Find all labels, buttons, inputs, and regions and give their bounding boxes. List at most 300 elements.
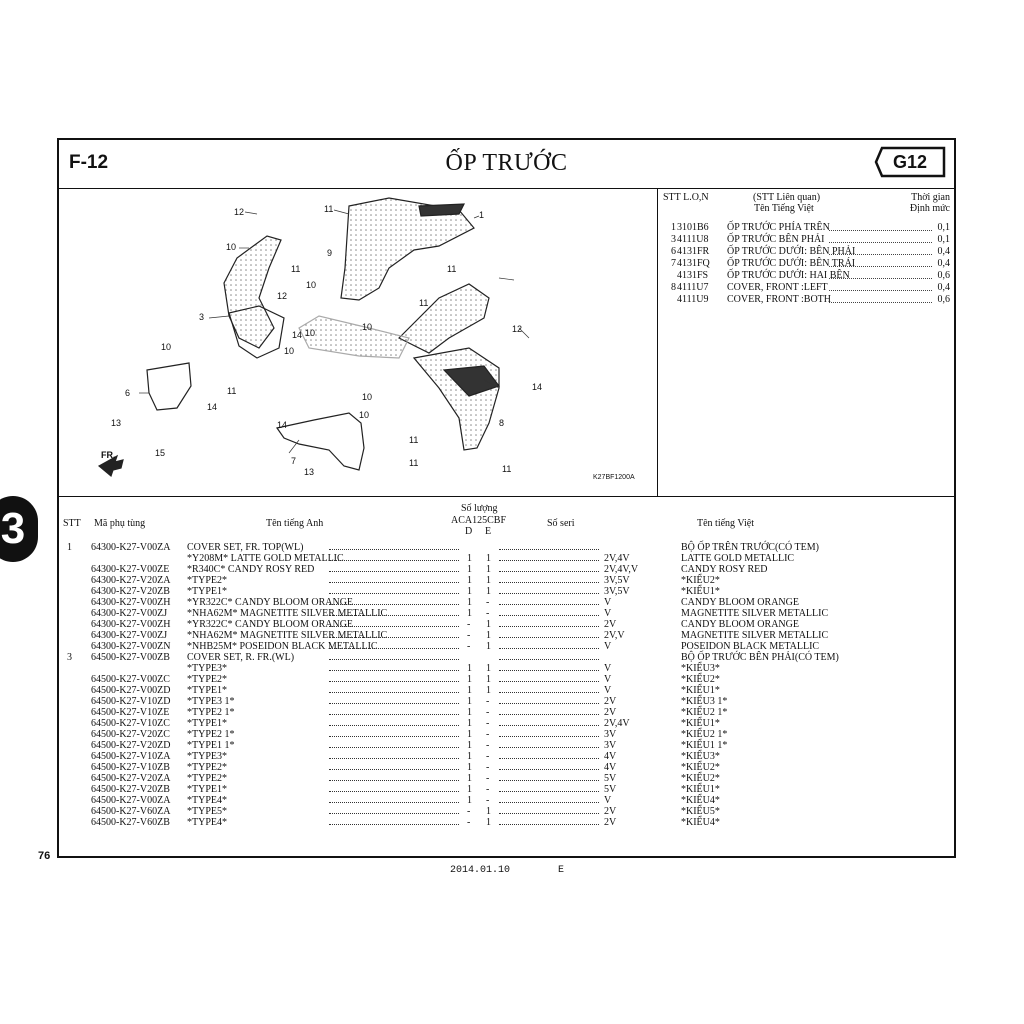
callout: 10 [306,280,317,290]
row-part-number: 64300-K27-V00ZA [91,542,171,553]
row-english-name: *NHA62M* MAGNETITE SILVER METALLIC [187,630,388,641]
col-english-name: Tên tiếng Anh [266,518,324,529]
section-tab: 3 [0,496,38,562]
side-header-stt: STT L.O,N [663,192,709,203]
leader-dots [329,758,459,759]
row-qty-d: 1 [467,564,472,575]
callout: 10 [226,242,237,252]
callout: 11 [419,298,429,308]
row-qty-e: 1 [486,630,491,641]
row-vietnamese-name: *KIỂU3 1* [681,696,728,707]
row-qty-d: - [467,641,471,652]
row-qty-e: - [486,773,490,784]
row-serial: V [604,795,612,806]
row-vietnamese-name: *KIỂU2* [681,575,720,586]
row-qty-e: - [486,707,490,718]
row-vietnamese-name: *KIỂU1* [681,718,720,729]
labor-row: 8 4111U7 COVER, FRONT :LEFT 0,4 [671,282,950,293]
leader-dots [499,758,599,759]
row-part-number: 64500-K27-V60ZB [91,817,170,828]
callout: 14 [277,420,288,430]
row-qty-d: 1 [467,696,472,707]
row-english-name: *TYPE2 1* [187,729,235,740]
row-qty-d: 1 [467,751,472,762]
leader-dots [329,780,459,781]
row-vietnamese-name: *KIỂU1* [681,685,720,696]
group-label: G12 [892,152,928,172]
row-qty-d: 1 [467,553,472,564]
row-qty-e: 1 [486,685,491,696]
row-part-number: 64500-K27-V10ZD [91,696,171,707]
leader-dots [499,703,599,704]
table-row [59,652,954,663]
table-row [59,641,954,652]
row-english-name: *TYPE2* [187,674,227,685]
row-english-name: *TYPE1* [187,685,227,696]
row-english-name: *TYPE3 1* [187,696,235,707]
table-row [59,630,954,641]
callout: 12 [277,291,288,301]
row-part-number: 64500-K27-V10ZB [91,762,170,773]
row-serial: V [604,597,612,608]
row-serial: 2V,V [604,630,625,641]
exploded-diagram [59,188,658,496]
leader-dots [499,659,599,660]
table-row [59,707,954,718]
row-english-name: *TYPE3* [187,751,227,762]
callout: 8 [499,418,505,428]
row-vietnamese-name: LATTE GOLD METALLIC [681,553,795,564]
labor-row: 1 3101B6 ỐP TRƯỚC PHÍA TRÊN 0,1 [671,222,950,233]
row-qty-d: 1 [467,729,472,740]
row-serial: V [604,663,612,674]
table-row [59,608,954,619]
leader-dots [499,604,599,605]
row-vietnamese-name: BỘ ỐP TRƯỚC BÊN PHẢI(CÓ TEM) [681,652,839,663]
row-vietnamese-name: *KIỂU5* [681,806,720,817]
page-title: ỐP TRƯỚC [445,150,568,176]
labor-row: 7 4131FQ ỐP TRƯỚC DƯỚI: BÊN TRÁI 0,4 [671,258,950,269]
row-part-number: 64500-K27-V10ZA [91,751,171,762]
leader-dots [329,593,459,594]
col-stt: STT [63,518,81,529]
table-row [59,619,954,630]
leader-dots [499,681,599,682]
row-vietnamese-name: CANDY BLOOM ORANGE [681,619,799,630]
leader-dots [499,648,599,649]
row-serial: 5V [604,773,617,784]
row-vietnamese-name: *KIỂU1* [681,586,720,597]
table-row [59,575,954,586]
row-qty-e: 1 [486,586,491,597]
table-row [59,817,954,828]
table-row [59,674,954,685]
callout: 15 [155,448,166,458]
leader-dots [329,813,459,814]
table-row [59,718,954,729]
callout: 10 [362,322,373,332]
row-vietnamese-name: BỘ ỐP TRÊN TRƯỚC(CÓ TEM) [681,542,819,553]
labor-row: 4131FS ỐP TRƯỚC DƯỚI: HAI BÊN 0,6 [677,270,950,281]
row-qty-e: - [486,597,490,608]
row-qty-d: 1 [467,707,472,718]
col-serial: Số seri [547,518,575,529]
leader-dots [329,582,459,583]
row-serial: 2V [604,696,617,707]
labor-row: 6 4131FR ỐP TRƯỚC DƯỚI: BÊN PHẢI 0,4 [671,246,950,257]
leader-dots [329,560,459,561]
row-english-name: *TYPE2* [187,773,227,784]
figure-code: F-12 [69,152,109,173]
row-english-name: *NHB25M* POSEIDON BLACK METALLIC [187,641,378,652]
page-header [59,140,954,189]
row-qty-e: - [486,784,490,795]
row-serial: 2V,4V [604,553,630,564]
col-model: ACA125CBF [451,515,507,526]
callout: 10 [362,392,373,402]
row-qty-d: 1 [467,685,472,696]
row-english-name: *R340C* CANDY ROSY RED [187,564,315,575]
labor-row: 3 4111U8 ỐP TRƯỚC BÊN PHẢI 0,1 [671,234,950,245]
row-vietnamese-name: CANDY BLOOM ORANGE [681,597,799,608]
leader-dots [499,593,599,594]
row-part-number: 64500-K27-V00ZD [91,685,171,696]
row-serial: 2V [604,817,617,828]
leader-dots [499,571,599,572]
row-part-number: 64500-K27-V00ZB [91,652,170,663]
row-qty-d: 1 [467,762,472,773]
col-vietnamese-name: Tên tiếng Việt [697,518,754,529]
row-qty-e: 1 [486,575,491,586]
group-badge [874,146,946,178]
row-serial: V [604,674,612,685]
table-row [59,751,954,762]
callout: 10 [305,328,316,338]
row-qty-e: - [486,740,490,751]
leader-dots [499,626,599,627]
row-serial: 3V [604,740,617,751]
row-part-number: 64300-K27-V20ZB [91,586,170,597]
row-qty-e: - [486,718,490,729]
leader-dots [329,802,459,803]
callout: 1 [479,210,485,220]
row-qty-d: 1 [467,773,472,784]
row-qty-d: 1 [467,784,472,795]
row-english-name: COVER SET, FR. TOP(WL) [187,542,304,553]
page-number: 76 [38,850,51,862]
row-serial: V [604,608,612,619]
leader-dots [329,571,459,572]
leader-dots [329,714,459,715]
row-english-name: COVER SET, R. FR.(WL) [187,652,295,663]
callout: 10 [161,342,172,352]
row-english-name: *TYPE4* [187,795,227,806]
side-header-time: Thời gian [911,192,950,203]
parts-drawing [59,188,655,496]
leader-dots [499,714,599,715]
row-part-number: 64300-K27-V00ZJ [91,630,168,641]
table-row [59,740,954,751]
leader-dots [499,813,599,814]
row-part-number: 64500-K27-V10ZE [91,707,170,718]
leader-dots [499,549,599,550]
row-serial: V [604,685,612,696]
part-8-side-cover [399,284,489,353]
row-serial: 2V,4V [604,718,630,729]
col-part-number: Mã phụ tùng [94,518,146,529]
row-qty-e: - [486,729,490,740]
row-vietnamese-name: *KIỂU2* [681,773,720,784]
row-vietnamese-name: *KIỂU4* [681,817,720,828]
row-part-number: 64500-K27-V20ZD [91,740,171,751]
row-part-number: 64300-K27-V00ZJ [91,608,168,619]
language-code: E [558,865,565,876]
row-english-name: *NHA62M* MAGNETITE SILVER METALLIC [187,608,388,619]
leader-dots [329,615,459,616]
row-qty-e: 1 [486,806,491,817]
leader-dots [499,736,599,737]
leader-dots [329,670,459,671]
callout: 13 [304,467,315,477]
row-part-number: 64500-K27-V10ZC [91,718,170,729]
row-part-number: 64300-K27-V00ZE [91,564,170,575]
row-part-number: 64300-K27-V00ZH [91,619,171,630]
row-part-number: 64500-K27-V60ZA [91,806,171,817]
row-vietnamese-name: *KIỂU2 1* [681,707,728,718]
row-qty-d: 1 [467,663,472,674]
row-part-number: 64300-K27-V00ZH [91,597,171,608]
leader-dots [499,582,599,583]
leader-dots [499,725,599,726]
callout: 6 [125,388,131,398]
row-qty-d: - [467,817,471,828]
leader-dots [499,560,599,561]
row-qty-d: 1 [467,740,472,751]
diagram-code: K27BF1200A [593,474,635,481]
part-6-bracket [147,363,191,410]
callout: 3 [199,312,205,322]
row-qty-d: 1 [467,718,472,729]
row-qty-e: - [486,696,490,707]
leader-dots [329,637,459,638]
row-qty-d: - [467,806,471,817]
row-vietnamese-name: *KIỂU2* [681,674,720,685]
leader-dots [329,681,459,682]
leader-dots [329,725,459,726]
row-serial: 4V [604,762,617,773]
row-qty-d: 1 [467,575,472,586]
table-row [59,729,954,740]
callout: 11 [447,264,457,274]
row-english-name: *TYPE4* [187,817,227,828]
row-part-number: 64500-K27-V00ZA [91,795,171,806]
table-row [59,564,954,575]
row-qty-d: 1 [467,597,472,608]
row-english-name: *TYPE2 1* [187,707,235,718]
row-english-name: *TYPE3* [187,663,227,674]
callout: 11 [409,458,419,468]
leader-dots [329,648,459,649]
row-serial: 2V [604,707,617,718]
labor-time-panel [658,188,954,496]
row-qty-e: 1 [486,553,491,564]
callout: 11 [409,435,419,445]
row-qty-e: - [486,795,490,806]
leader-dots [499,780,599,781]
side-header-norm: Định mức [909,203,950,214]
callout: 11 [227,386,237,396]
row-vietnamese-name: *KIỂU3* [681,751,720,762]
row-english-name: *TYPE2* [187,575,227,586]
callout: 7 [291,456,297,466]
part-3-front-cover [224,236,281,348]
row-english-name: *TYPE1* [187,718,227,729]
row-stt: 1 [67,542,72,553]
leader-dots [499,824,599,825]
row-vietnamese-name: *KIỂU4* [681,795,720,806]
leader-dots [329,604,459,605]
table-row [59,597,954,608]
leader-dots [329,824,459,825]
row-english-name: *TYPE2* [187,762,227,773]
row-english-name: *Y208M* LATTE GOLD METALLIC [187,553,344,564]
row-vietnamese-name: *KIỂU3* [681,663,720,674]
row-stt: 3 [67,652,72,663]
leader-dots [499,769,599,770]
row-qty-d: 1 [467,608,472,619]
row-part-number: 64300-K27-V20ZA [91,575,171,586]
callout: 9 [327,248,333,258]
leader-dots [499,791,599,792]
table-row [59,542,954,553]
row-qty-d: - [467,619,471,630]
callout: 11 [291,264,301,274]
row-part-number: 64500-K27-V00ZC [91,674,170,685]
row-qty-e: 1 [486,641,491,652]
row-serial: 2V,4V,V [604,564,639,575]
table-row [59,663,954,674]
row-serial: 3V,5V [604,586,630,597]
leader-dots [329,769,459,770]
leader-dots [329,692,459,693]
table-row [59,685,954,696]
row-part-number: 64500-K27-V20ZC [91,729,170,740]
row-serial: 4V [604,751,617,762]
table-row [59,553,954,564]
row-qty-e: - [486,608,490,619]
leader-dots [499,692,599,693]
row-qty-e: 1 [486,674,491,685]
row-vietnamese-name: *KIỂU2* [681,762,720,773]
row-vietnamese-name: *KIỂU1* [681,784,720,795]
row-vietnamese-name: *KIỂU1 1* [681,740,728,751]
row-english-name: *TYPE1 1* [187,740,235,751]
side-header-related: (STT Liên quan) [753,192,821,203]
row-english-name: *YR322C* CANDY BLOOM ORANGE [187,619,354,630]
row-serial: V [604,641,612,652]
row-qty-d: 1 [467,674,472,685]
row-qty-e: 1 [486,817,491,828]
callout: 12 [512,324,523,334]
table-row [59,762,954,773]
parts-table [59,496,954,857]
callout: 14 [207,402,218,412]
callout: 14 [532,382,543,392]
row-part-number: 64500-K27-V20ZA [91,773,171,784]
callout: 13 [111,418,122,428]
callout: 11 [502,464,512,474]
leader-dots [329,791,459,792]
row-part-number: 64500-K27-V20ZB [91,784,170,795]
table-row [59,806,954,817]
leader-dots [499,747,599,748]
table-row [59,784,954,795]
row-qty-e: 1 [486,619,491,630]
row-serial: 2V [604,619,617,630]
leader-dots [499,670,599,671]
row-part-number: 64300-K27-V00ZN [91,641,171,652]
row-vietnamese-name: MAGNETITE SILVER METALLIC [681,608,829,619]
row-vietnamese-name: POSEIDON BLACK METALLIC [681,641,820,652]
row-english-name: *TYPE1* [187,586,227,597]
leader-dots [329,659,459,660]
callout: 10 [284,346,295,356]
row-qty-e: 1 [486,564,491,575]
row-qty-d: 1 [467,795,472,806]
labor-row: 4111U9 COVER, FRONT :BOTH 0,6 [677,294,950,305]
callout: 10 [359,410,370,420]
col-e: E [485,526,492,537]
catalog-page [57,138,956,858]
leader-dots [499,802,599,803]
row-serial: 2V [604,806,617,817]
leader-dots [329,703,459,704]
leader-dots [329,736,459,737]
table-row [59,586,954,597]
row-serial: 3V,5V [604,575,630,586]
leader-dots [329,549,459,550]
callout: 11 [324,204,334,214]
row-vietnamese-name: CANDY ROSY RED [681,564,768,575]
callout: 14 [292,330,303,340]
col-quantity: Số lượng [461,503,498,514]
row-english-name: *TYPE1* [187,784,227,795]
row-vietnamese-name: *KIỂU2 1* [681,729,728,740]
col-d: D [465,526,473,537]
leader-dots [499,637,599,638]
table-row [59,696,954,707]
leader-dots [499,615,599,616]
row-qty-d: 1 [467,586,472,597]
leader-dots [329,626,459,627]
row-english-name: *TYPE5* [187,806,227,817]
side-header-name: Tên Tiếng Việt [754,203,814,214]
row-qty-e: - [486,751,490,762]
table-row [59,795,954,806]
print-date: 2014.01.10 [450,865,511,876]
callout: 12 [234,207,245,217]
direction-label: FR. [101,450,116,460]
row-qty-e: 1 [486,663,491,674]
row-serial: 3V [604,729,617,740]
row-serial: 5V [604,784,617,795]
row-vietnamese-name: MAGNETITE SILVER METALLIC [681,630,829,641]
leader-dots [329,747,459,748]
row-qty-e: - [486,762,490,773]
row-english-name: *YR322C* CANDY BLOOM ORANGE [187,597,354,608]
row-qty-d: - [467,630,471,641]
table-row [59,773,954,784]
